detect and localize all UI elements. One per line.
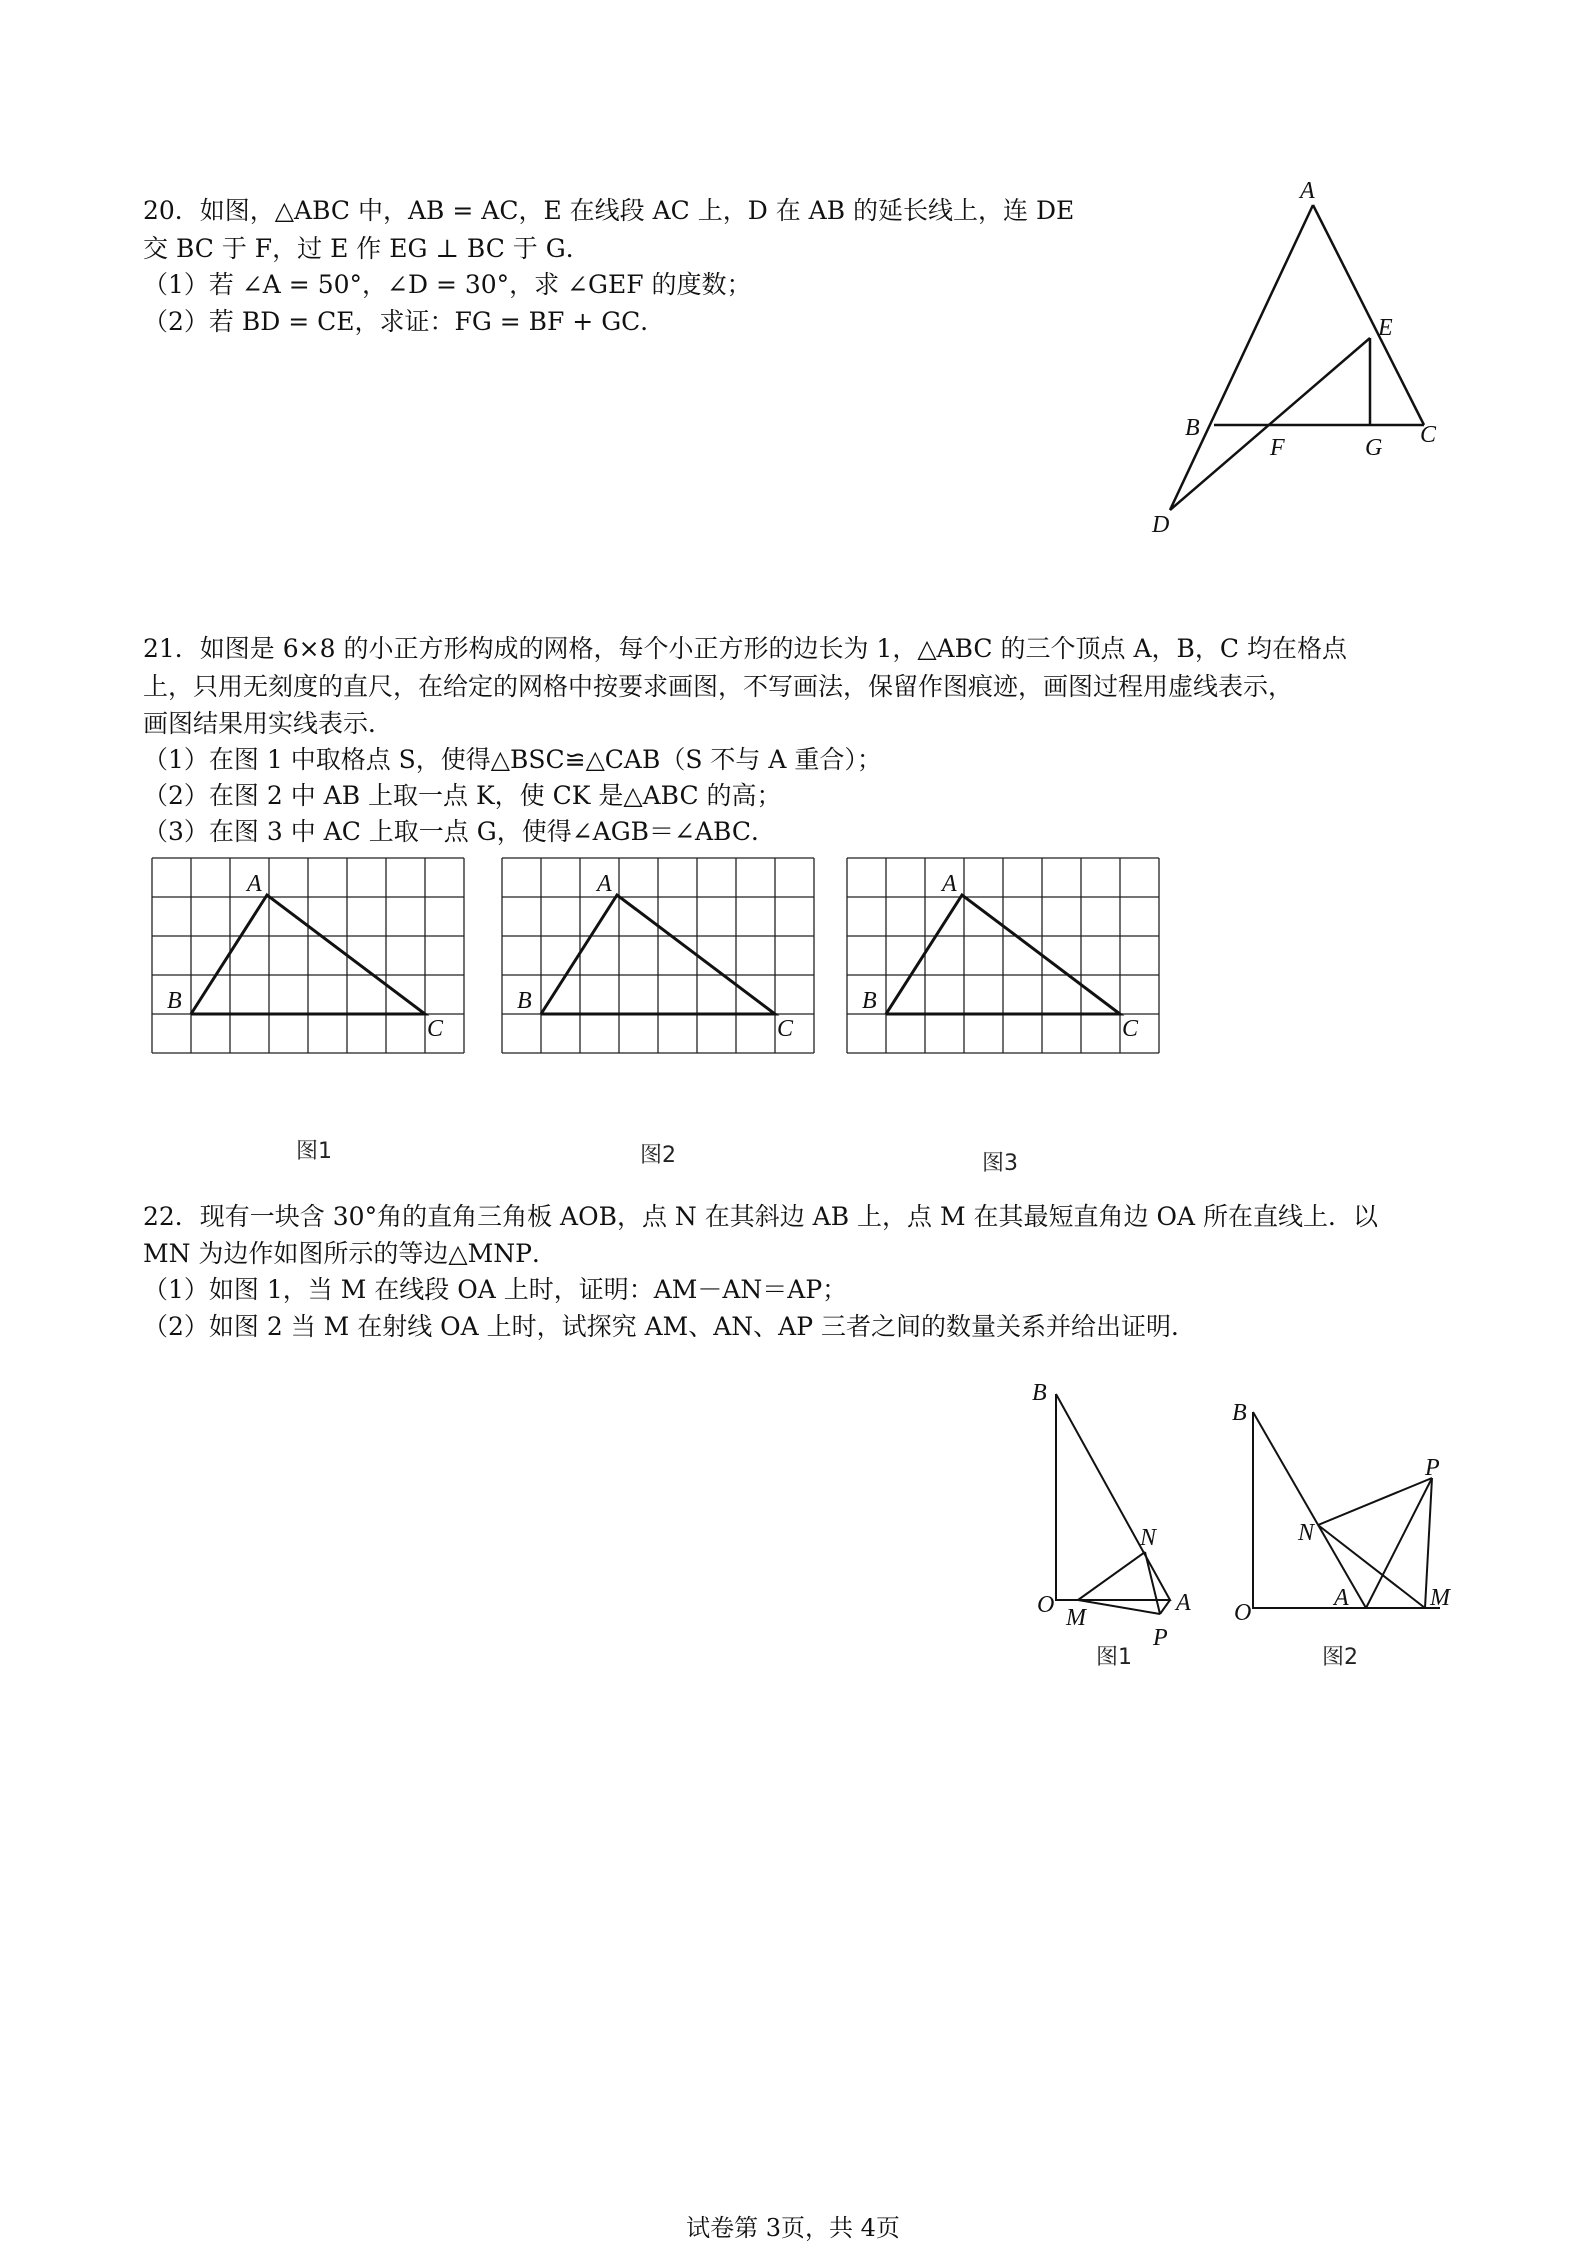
q22-fig2-label-p: P	[1425, 1455, 1440, 1481]
q22-fig2-label-m: M	[1430, 1585, 1450, 1611]
grid-label-c: C	[427, 1016, 444, 1042]
grid-label-b: B	[862, 988, 877, 1014]
q21-line-3: 画图结果用实线表示．	[143, 709, 394, 738]
q22-fig1-label-o: O	[1037, 1592, 1055, 1618]
q22-line-3: （1）如图 1，当 M 在线段 OA 上时，证明：AM－AN＝AP；	[143, 1275, 848, 1304]
q22-fig1-label-a: A	[1176, 1590, 1191, 1616]
q20-line-3: （1）若 ∠A = 50°，∠D = 30°，求 ∠GEF 的度数；	[143, 270, 752, 299]
q20-label-g: G	[1365, 435, 1383, 461]
q20-label-d: D	[1152, 512, 1170, 538]
q22-fig2-label-n: N	[1298, 1520, 1315, 1546]
q20-label-b: B	[1185, 415, 1200, 441]
q21-caption-2: 图2	[640, 1143, 676, 1168]
q22-caption-2: 图2	[1322, 1645, 1358, 1670]
q22-line-1: 22．现有一块含 30°角的直角三角板 AOB，点 N 在其斜边 AB 上，点 M 在其最短直角边 OA 所在直线上．以	[143, 1202, 1378, 1231]
q20-line-2: 交 BC 于 F，过 E 作 EG ⊥ BC 于 G．	[143, 234, 591, 263]
q20-line-4: （2）若 BD = CE，求证：FG = BF + GC．	[143, 307, 666, 336]
grid-label-b: B	[167, 988, 182, 1014]
q22-fig2-label-o: O	[1234, 1600, 1252, 1626]
q22-fig1-label-b: B	[1032, 1380, 1047, 1406]
grid-label-a: A	[597, 871, 612, 897]
grid-label-c: C	[777, 1016, 794, 1042]
q20-label-a: A	[1300, 178, 1315, 204]
q21-line-4: （1）在图 1 中取格点 S，使得△BSC≌△CAB（S 不与 A 重合）；	[143, 745, 882, 774]
q22-fig2-label-a: A	[1334, 1585, 1349, 1611]
grid-label-c: C	[1122, 1016, 1139, 1042]
q22-line-2: MN 为边作如图所示的等边△MNP．	[143, 1239, 557, 1268]
q20-line-1: 20．如图，△ABC 中，AB = AC，E 在线段 AC 上，D 在 AB 的延长线上，连 DE	[143, 196, 1075, 225]
q21-caption-3: 图3	[982, 1151, 1018, 1176]
q20-label-e: E	[1378, 315, 1393, 341]
q22-line-4: （2）如图 2 当 M 在射线 OA 上时，试探究 AM、AN、AP 三者之间的数量关系并给出证明．	[143, 1312, 1196, 1341]
q20-label-c: C	[1420, 422, 1437, 448]
q21-line-1: 21．如图是 6×8 的小正方形构成的网格，每个小正方形的边长为 1，△ABC 的三个顶点 A，B，C 均在格点	[143, 634, 1347, 663]
q21-line-5: （2）在图 2 中 AB 上取一点 K，使 CK 是△ABC 的高；	[143, 781, 782, 810]
q22-fig2-label-b: B	[1232, 1400, 1247, 1426]
page-footer: 试卷第 3页，共 4页	[686, 2214, 900, 2242]
q22-fig1-label-n: N	[1140, 1525, 1157, 1551]
q21-line-6: （3）在图 3 中 AC 上取一点 G，使得∠AGB＝∠ABC．	[143, 817, 777, 846]
q21-line-2: 上，只用无刻度的直尺，在给定的网格中按要求画图，不写画法，保留作图痕迹，画图过程用虚线表示，	[143, 672, 1294, 701]
q22-fig1-label-m: M	[1066, 1605, 1086, 1631]
q21-caption-1: 图1	[296, 1139, 332, 1164]
q22-caption-1: 图1	[1096, 1645, 1132, 1670]
grid-label-b: B	[517, 988, 532, 1014]
q20-label-f: F	[1270, 435, 1285, 461]
q22-fig1-label-p: P	[1153, 1625, 1168, 1651]
grid-label-a: A	[942, 871, 957, 897]
grid-label-a: A	[247, 871, 262, 897]
